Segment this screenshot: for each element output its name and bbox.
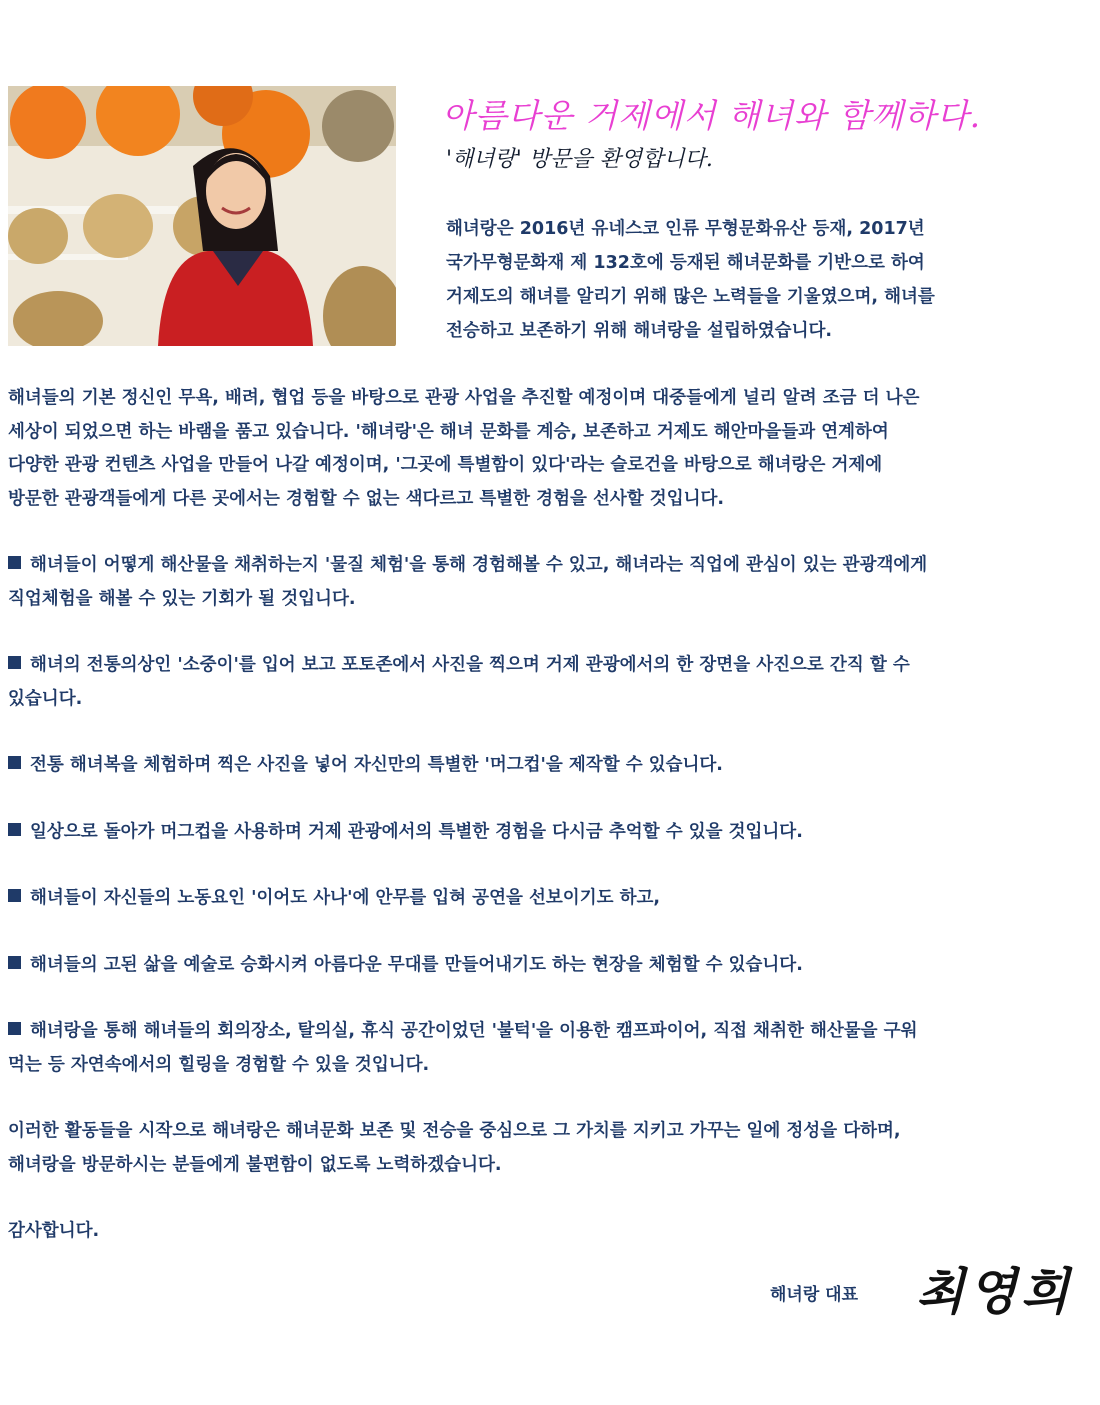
- intro-line: 거제도의 해녀를 알리기 위해 많은 노력들을 기울였으며, 해녀를: [446, 287, 935, 307]
- intro-paragraph: [446, 212, 1086, 348]
- paragraph-line: 다양한 관광 컨텐츠 사업을 만들어 나갈 예정이며, '그곳에 특별함이 있다'라는 슬로건을 바탕으로 해녀랑은 거제에: [8, 455, 883, 475]
- paragraph-mission: [8, 382, 1092, 516]
- paragraph-line: 이러한 활동들을 시작으로 해녀랑은 해녀문화 보존 및 전승을 중심으로 그 가치를 지키고 가꾸는 일에 정성을 다하며,: [8, 1121, 901, 1141]
- square-bullet-icon: [8, 556, 21, 569]
- signature-block: [770, 1250, 1090, 1330]
- bullet-text: 전통 해녀복을 체험하며 찍은 사진을 넣어 자신만의 특별한 '머그컵'을 제작할 수 있습니다.: [30, 755, 723, 775]
- paragraph-closing: [8, 1115, 1092, 1182]
- headline: 아름다운 거제에서 해녀와 함께하다.: [442, 96, 982, 135]
- bullet-text: 있습니다.: [8, 688, 83, 709]
- intro-line: 전승하고 보존하기 위해 해녀랑을 설립하였습니다.: [446, 321, 833, 341]
- subtitle: '해녀랑' 방문을 환영합니다.: [446, 147, 713, 172]
- bullet-text: 해녀의 전통의상인 '소중이'를 입어 보고 포토존에서 사진을 찍으며 거제 관광에서의 한 장면을 사진으로 간직 할 수: [30, 655, 910, 675]
- bullet-item: [8, 949, 1092, 983]
- intro-line: 국가무형문화재 제 132호에 등재된 해녀문화를 기반으로 하여: [446, 253, 925, 273]
- portrait-photo-icon: [8, 86, 396, 346]
- bullet-item: [8, 549, 1092, 616]
- bullet-text: 해녀랑을 통해 해녀들의 회의장소, 탈의실, 휴식 공간이었던 '불턱'을 이용한 캠프파이어, 직접 채취한 해산물을 구워: [30, 1021, 918, 1041]
- main-body: [8, 382, 1092, 1249]
- square-bullet-icon: [8, 823, 21, 836]
- square-bullet-icon: [8, 1022, 21, 1035]
- portrait-photo: [8, 86, 396, 346]
- bullet-item: [8, 649, 1092, 716]
- bullet-item: [8, 749, 1092, 783]
- bullet-text: 먹는 등 자연속에서의 힐링을 경험할 수 있을 것입니다.: [8, 1054, 430, 1075]
- bullet-text: 해녀들의 고된 삶을 예술로 승화시켜 아름다운 무대를 만들어내기도 하는 현장을 체험할 수 있습니다.: [30, 954, 803, 975]
- square-bullet-icon: [8, 956, 21, 969]
- signature-name: 최영희: [916, 1262, 1073, 1321]
- bullet-text: 해녀들이 자신들의 노동요인 '이어도 사나'에 안무를 입혀 공연을 선보이기도 하고,: [30, 888, 661, 908]
- square-bullet-icon: [8, 889, 21, 902]
- square-bullet-icon: [8, 656, 21, 669]
- thanks-text: 감사합니다.: [8, 1221, 100, 1241]
- bullet-text: 일상으로 돌아가 머그컵을 사용하며 거제 관광에서의 특별한 경험을 다시금 추억할 수 있을 것입니다.: [30, 821, 803, 842]
- bullet-text: 해녀들이 어떻게 해산물을 채취하는지 '물질 체험'을 통해 경험해볼 수 있고, 해녀라는 직업에 관심이 있는 관광객에게: [30, 555, 928, 575]
- bullet-item: [8, 816, 1092, 850]
- intro-line: 해녀랑은 2016년 유네스코 인류 무형문화유산 등재, 2017년: [446, 219, 925, 239]
- bullet-item: [8, 1015, 1092, 1082]
- signature-role: 해녀랑 대표: [770, 1285, 859, 1305]
- paragraph-line: 방문한 관광객들에게 다른 곳에서는 경험할 수 없는 색다르고 특별한 경험을 선사할 것입니다.: [8, 488, 725, 509]
- paragraph-line: 세상이 되었으면 하는 바램을 품고 있습니다. '해녀랑'은 해녀 문화를 계승, 보존하고 거제도 해안마을들과 연계하여: [8, 421, 889, 442]
- paragraph-line: 해녀들의 기본 정신인 무욕, 배려, 협업 등을 바탕으로 관광 사업을 추진할 예정이며 대중들에게 널리 알려 조금 더 나은: [8, 388, 920, 408]
- bullet-item: [8, 882, 1092, 916]
- bullet-text: 직업체험을 해볼 수 있는 기회가 될 것입니다.: [8, 588, 356, 609]
- square-bullet-icon: [8, 756, 21, 769]
- paragraph-line: 해녀랑을 방문하시는 분들에게 불편함이 없도록 노력하겠습니다.: [8, 1154, 502, 1175]
